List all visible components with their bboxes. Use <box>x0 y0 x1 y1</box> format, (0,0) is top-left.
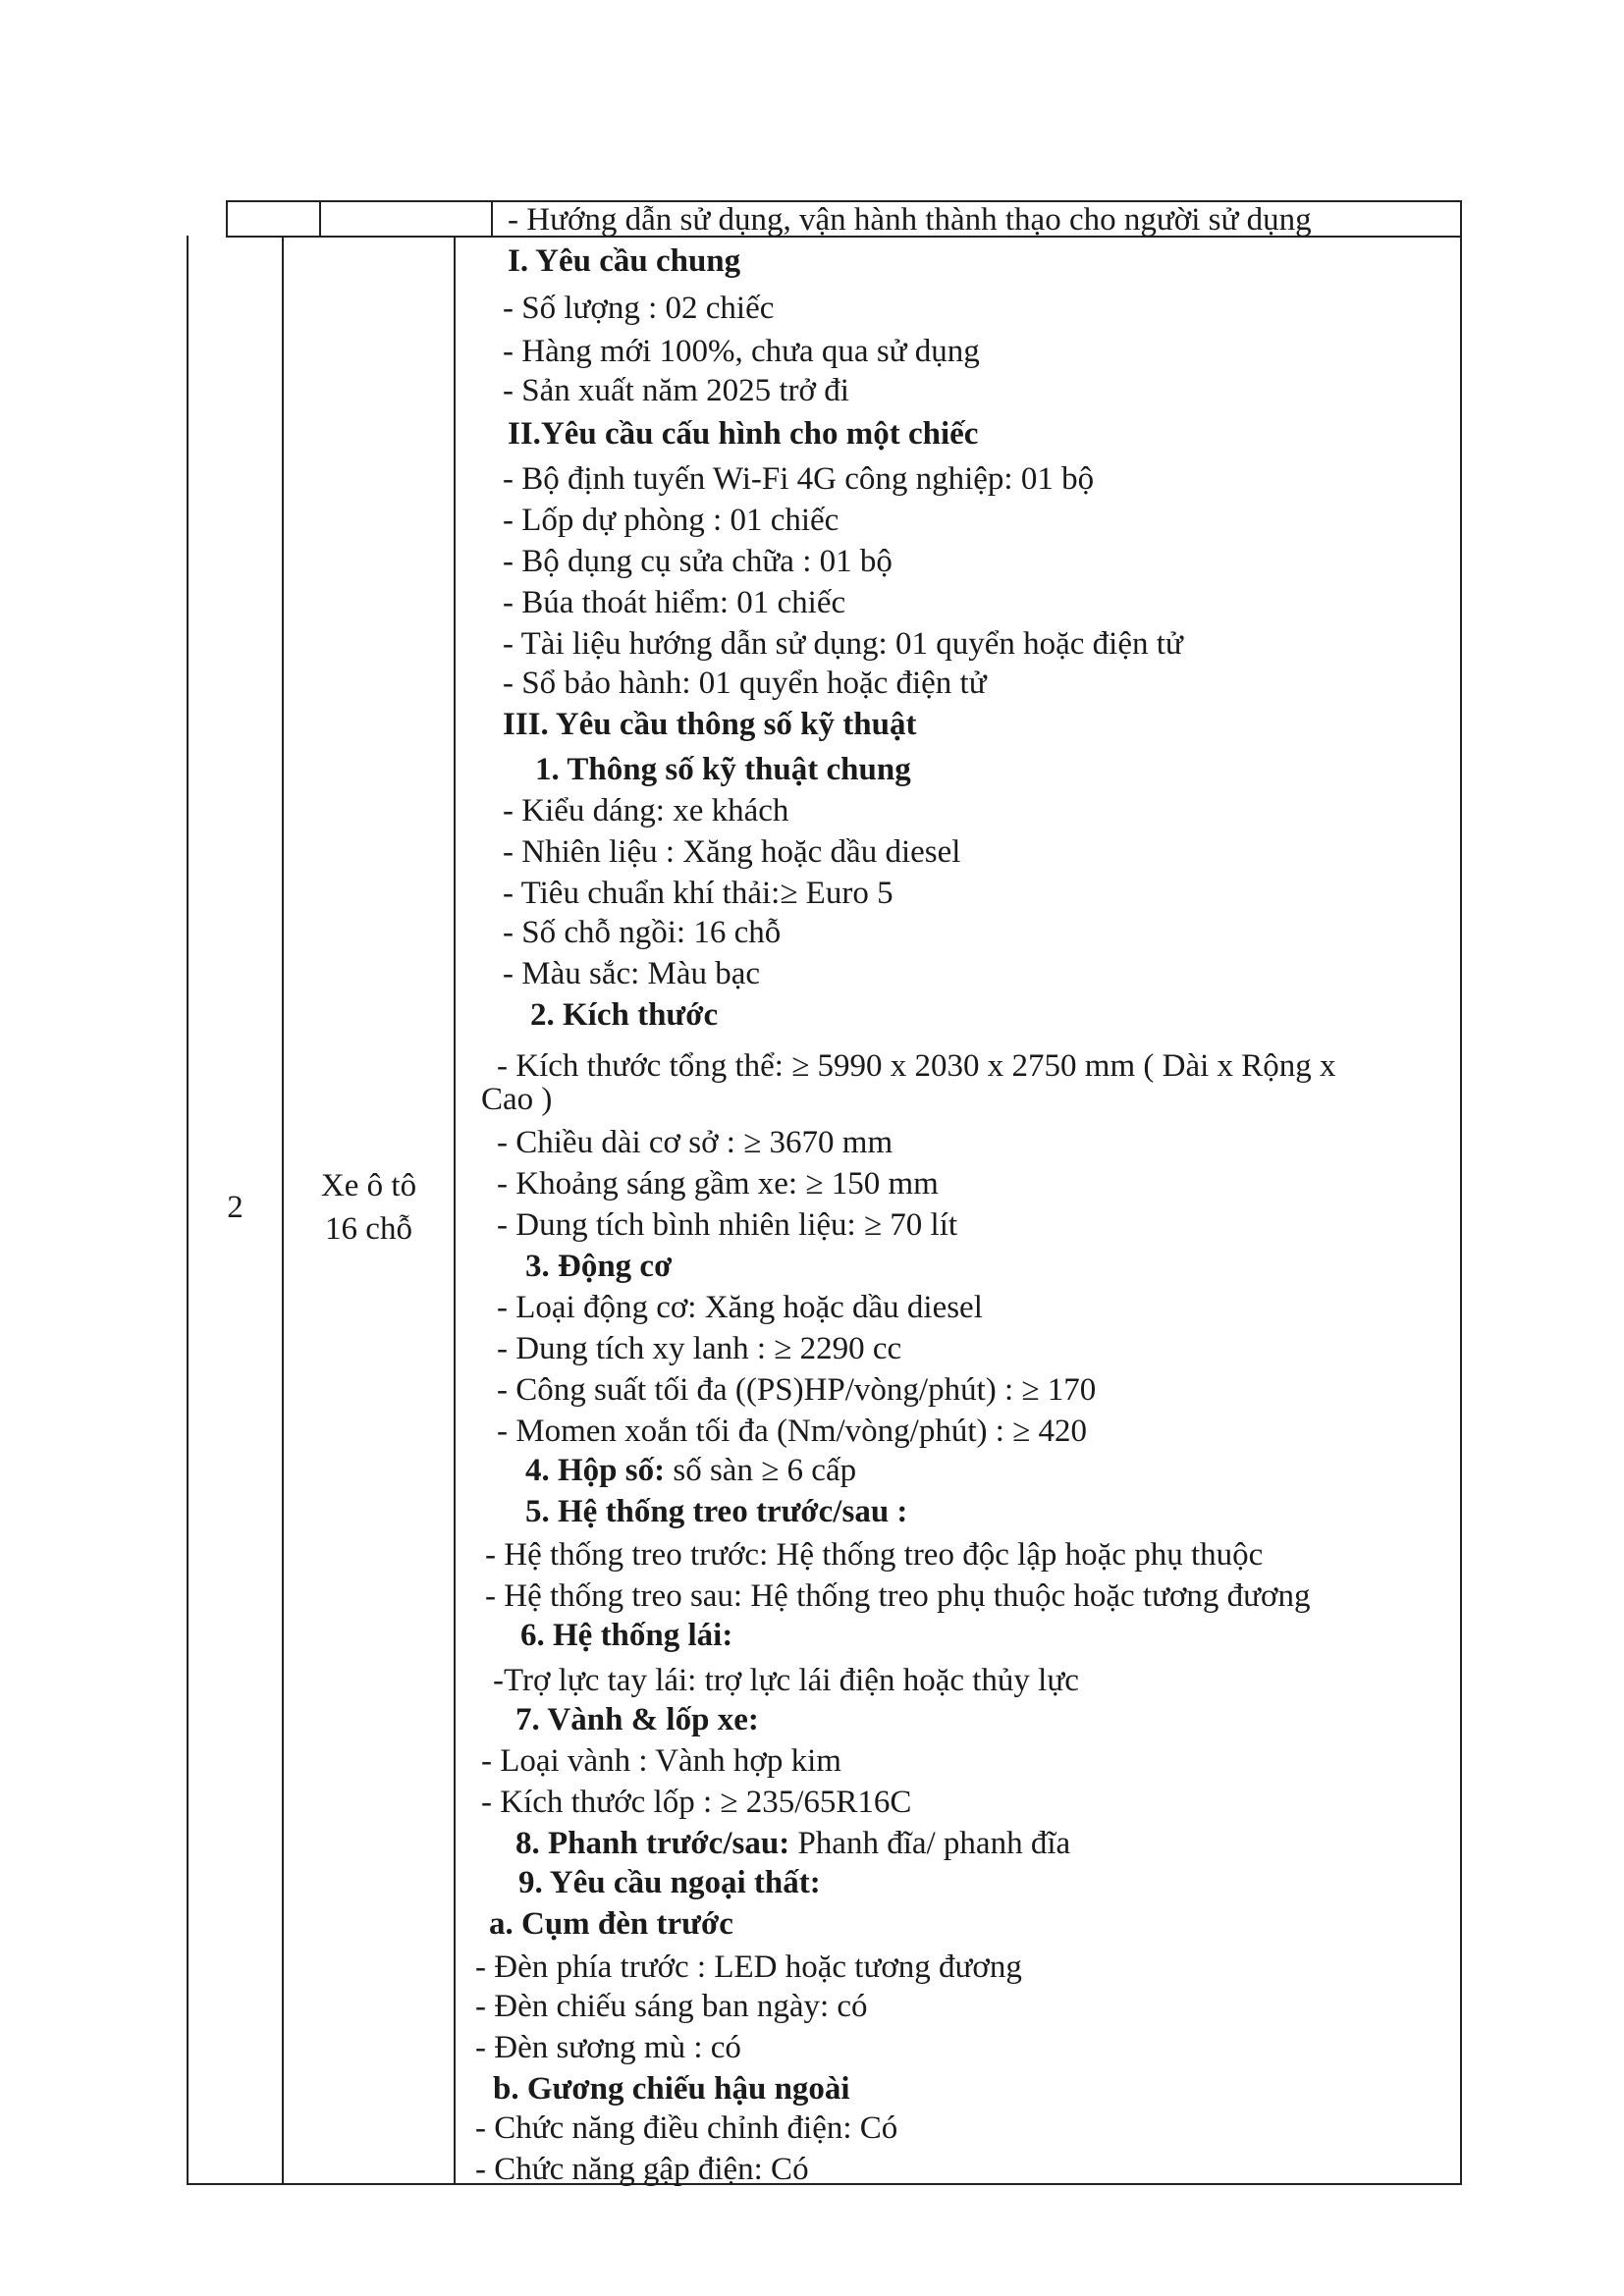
spec-mixed-bold: 8. Phanh trước/sau: <box>515 1826 790 1861</box>
table-bottom-border <box>187 2183 1461 2185</box>
spec-heading: III. Yêu cầu thông số kỹ thuật <box>503 707 917 742</box>
spec-line: - Kích thước lốp : ≥ 235/65R16C <box>481 1785 912 1820</box>
spec-mixed-bold: 4. Hộp số: <box>525 1453 666 1488</box>
spec-line: - Dung tích bình nhiên liệu: ≥ 70 lít <box>497 1207 958 1243</box>
spec-subheading: 2. Kích thước <box>530 997 719 1033</box>
row2-stt: 2 <box>227 1190 244 1225</box>
spec-line: - Nhiên liệu : Xăng hoặc dầu diesel <box>503 834 961 870</box>
col-divider-2 <box>454 236 456 2185</box>
spec-subheading: 7. Vành & lốp xe: <box>515 1702 759 1737</box>
spec-line: - Sản xuất năm 2025 trở đi <box>503 373 849 408</box>
spec-line: - Hệ thống treo trước: Hệ thống treo độc lập hoặc phụ thuộc <box>485 1537 1264 1573</box>
table-right-border <box>1460 200 1462 2185</box>
spec-subheading: 6. Hệ thống lái: <box>520 1618 733 1653</box>
spec-line: - Hàng mới 100%, chưa qua sử dụng <box>503 334 980 369</box>
spec-line: - Sổ bảo hành: 01 quyển hoặc điện tử <box>503 666 987 701</box>
spec-heading: II.Yêu cầu cấu hình cho một chiếc <box>508 416 979 452</box>
spec-line: - Đèn chiếu sáng ban ngày: có <box>475 1989 868 2024</box>
spec-line: - Momen xoắn tối đa (Nm/vòng/phút) : ≥ 420 <box>497 1414 1088 1449</box>
spec-line: - Màu sắc: Màu bạc <box>503 956 761 991</box>
spec-subheading: a. Cụm đèn trước <box>489 1906 733 1942</box>
spec-line: - Loại vành : Vành hợp kim <box>481 1743 841 1779</box>
spec-subheading: b. Gương chiếu hậu ngoài <box>493 2071 850 2107</box>
spec-line: - Chức năng gập điện: Có <box>475 2152 809 2187</box>
spec-line-mixed <box>515 1826 1070 1861</box>
spec-line: - Số lượng : 02 chiếc <box>503 291 775 326</box>
spec-line: Cao ) <box>481 1082 553 1117</box>
spec-line: - Công suất tối đa ((PS)HP/vòng/phút) : ≥ 170 <box>497 1372 1097 1408</box>
spec-line: - Tiêu chuẩn khí thải:≥ Euro 5 <box>503 876 893 911</box>
spec-line-mixed <box>525 1453 856 1488</box>
row2-name-line1: Xe ô tô <box>320 1168 417 1203</box>
row2-name-line2: 16 chỗ <box>325 1211 412 1247</box>
spec-line: - Kích thước tổng thể: ≥ 5990 x 2030 x 2750 mm ( Dài x Rộng x <box>497 1048 1336 1084</box>
spec-line: - Kiểu dáng: xe khách <box>503 793 789 828</box>
spec-subheading: 9. Yêu cầu ngoại thất: <box>518 1865 821 1900</box>
spec-mixed-rest: số sàn ≥ 6 cấp <box>665 1453 857 1488</box>
spec-line: - Dung tích xy lanh : ≥ 2290 cc <box>497 1331 902 1366</box>
spec-line: - Búa thoát hiểm: 01 chiếc <box>503 585 846 620</box>
spec-line: - Tài liệu hướng dẫn sử dụng: 01 quyển hoặc điện tử <box>503 626 1183 662</box>
spec-line: - Loại động cơ: Xăng hoặc dầu diesel <box>497 1290 983 1325</box>
spec-line: - Số chỗ ngồi: 16 chỗ <box>503 915 782 950</box>
spec-subheading: 1. Thông số kỹ thuật chung <box>535 752 911 787</box>
spec-line: - Hệ thống treo sau: Hệ thống treo phụ thuộc hoặc tương đương <box>485 1578 1311 1614</box>
spec-line: - Chiều dài cơ sở : ≥ 3670 mm <box>497 1125 893 1160</box>
spec-line: - Khoảng sáng gầm xe: ≥ 150 mm <box>497 1166 939 1201</box>
col-divider-2-top <box>491 200 493 238</box>
spec-heading: I. Yêu cầu chung <box>508 243 741 279</box>
spec-mixed-rest: Phanh đĩa/ phanh đĩa <box>789 1826 1071 1861</box>
spec-line: - Chức năng điều chỉnh điện: Có <box>475 2110 898 2146</box>
spec-subheading: 5. Hệ thống treo trước/sau : <box>525 1494 908 1529</box>
stt-left-border <box>226 200 228 238</box>
col-divider-1-top <box>319 200 321 238</box>
spec-line: -Trợ lực tay lái: trợ lực lái điện hoặc thủy lực <box>493 1663 1079 1698</box>
row1-content: - Hướng dẫn sử dụng, vận hành thành thạo cho người sử dụng <box>508 202 1312 238</box>
spec-line: - Đèn sương mù : có <box>475 2030 741 2065</box>
spec-line: - Lốp dự phòng : 01 chiếc <box>503 503 839 538</box>
spec-subheading: 3. Động cơ <box>525 1249 673 1284</box>
spec-line: - Đèn phía trước : LED hoặc tương đương <box>475 1949 1022 1985</box>
spec-line: - Bộ định tuyến Wi-Fi 4G công nghiệp: 01 bộ <box>503 461 1095 497</box>
spec-line: - Bộ dụng cụ sửa chữa : 01 bộ <box>503 544 893 579</box>
